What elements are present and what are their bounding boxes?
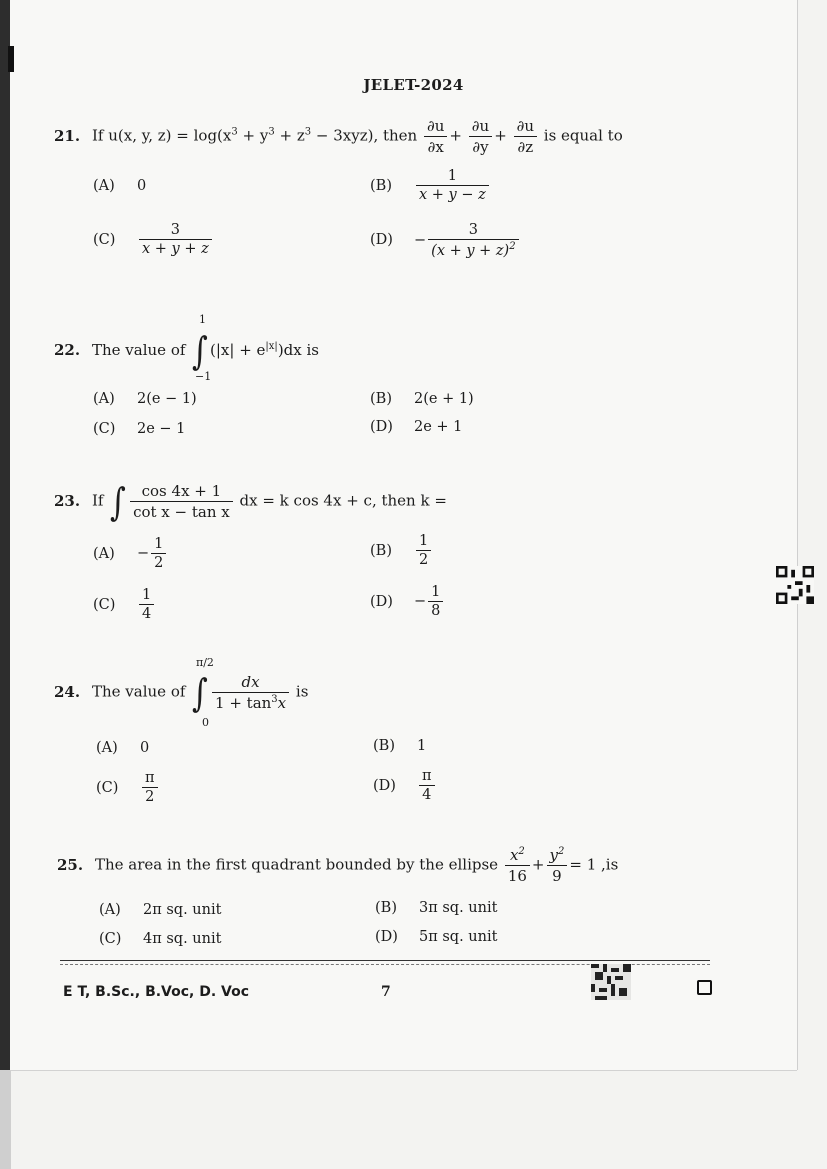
option-24-b[interactable]: (B) 1 (373, 738, 427, 754)
question-number: 25. (57, 855, 84, 874)
partial-derivative-z: $\frac{\partial u}{\partial z}$ (514, 117, 537, 156)
question-number: 24. (54, 682, 81, 701)
lower-limit: 0 (202, 716, 209, 729)
option-23-a[interactable]: (A) − $\frac{1}{2}$ (93, 536, 168, 571)
integrand-fraction: $\frac{dx}{1 + \tan^3x}$ (212, 673, 289, 712)
option-23-c[interactable]: (C) $\frac{1}{4}$ (93, 587, 156, 622)
footer-streams: E T, B.Sc., B.Voc, D. Voc (63, 984, 250, 1000)
partial-derivative-y: $\frac{\partial u}{\partial y}$ (469, 117, 492, 156)
option-21-b[interactable]: (B) $\frac{1}{x + y - z}$ (370, 168, 491, 203)
option-22-c[interactable]: (C) 2e − 1 (93, 421, 186, 437)
lower-limit: −1 (195, 370, 212, 383)
option-21-c[interactable]: (C) $\frac{3}{x + y + z}$ (93, 222, 214, 257)
integrand-fraction: $\frac{\cos 4x + 1}{\text{cot x − tan x}}$ (130, 482, 233, 521)
qr-code-icon (591, 964, 631, 1000)
option-24-d[interactable]: (D) $\frac{\pi}{4}$ (373, 768, 437, 803)
question-number: 21. (54, 126, 81, 145)
option-25-c[interactable]: (C) 4π sq. unit (99, 931, 222, 947)
integral-sign: ∫ (192, 670, 209, 715)
ellipse-term-x: $\frac{x^2}{16}$ (505, 846, 530, 885)
option-25-a[interactable]: (A) 2π sq. unit (99, 902, 222, 918)
page-number: 7 (381, 984, 391, 1000)
option-21-d[interactable]: (D) − $\frac{3}{(x + y + z)^2}$ (370, 222, 521, 259)
option-22-b[interactable]: (B) 2(e + 1) (370, 391, 474, 407)
option-24-c[interactable]: (C) $\frac{\pi}{2}$ (96, 770, 160, 805)
page-title: JELET-2024 (363, 76, 464, 94)
scan-edge-shadow-lower (0, 1070, 11, 1169)
upper-limit: π/2 (196, 656, 214, 669)
registration-mark (8, 46, 14, 72)
option-22-d[interactable]: (D) 2e + 1 (370, 419, 463, 435)
question-25: 25. The area in the first quadrant bounded by the ellipse $\frac{x^2}{16}$ + $\frac{y^2}{9}$ = 1 ,is (57, 846, 619, 885)
square-mark-icon (697, 980, 712, 995)
question-21: 21. If u(x, y, $z) = \log(x^3 + y^3 + z^3 - 3xyz)$, then $\frac{\partial u}{\partial x}$ + $\frac{\partial u}{\partial y}$ + $\frac{\partial u}{\partial z}$ is equal to (54, 117, 623, 156)
option-25-d[interactable]: (D) 5π sq. unit (375, 929, 498, 945)
option-23-b[interactable]: (B) $\frac{1}{2}$ (370, 533, 433, 568)
question-24: 24. The value of ∫ $\frac{dx}{1 + \tan^3x}$ is (54, 670, 309, 715)
footer-rule (60, 960, 710, 961)
option-25-b[interactable]: (B) 3π sq. unit (375, 900, 498, 916)
integral-sign: ∫ (192, 329, 209, 373)
question-number: 22. (54, 341, 81, 359)
option-23-d[interactable]: (D) − $\frac{1}{8}$ (370, 584, 445, 619)
question-23: 23. If ∫ $\frac{\cos 4x + 1}{\text{cot x − tan x}}$ dx = k cos 4x + c, then k = (54, 479, 447, 524)
question-22: 22. The value of ∫ $(|x| + e^{|x|})dx$ is (54, 329, 319, 373)
option-21-a[interactable]: (A) 0 (93, 178, 147, 194)
qr-code-icon (776, 566, 814, 604)
upper-limit: 1 (199, 313, 206, 326)
option-22-a[interactable]: (A) 2(e − 1) (93, 391, 197, 407)
question-number: 23. (54, 491, 81, 510)
integral-sign: ∫ (110, 479, 127, 524)
option-24-a[interactable]: (A) 0 (96, 740, 150, 756)
partial-derivative-x: $\frac{\partial u}{\partial x}$ (424, 117, 447, 156)
ellipse-term-y: $\frac{y^2}{9}$ (547, 846, 568, 885)
